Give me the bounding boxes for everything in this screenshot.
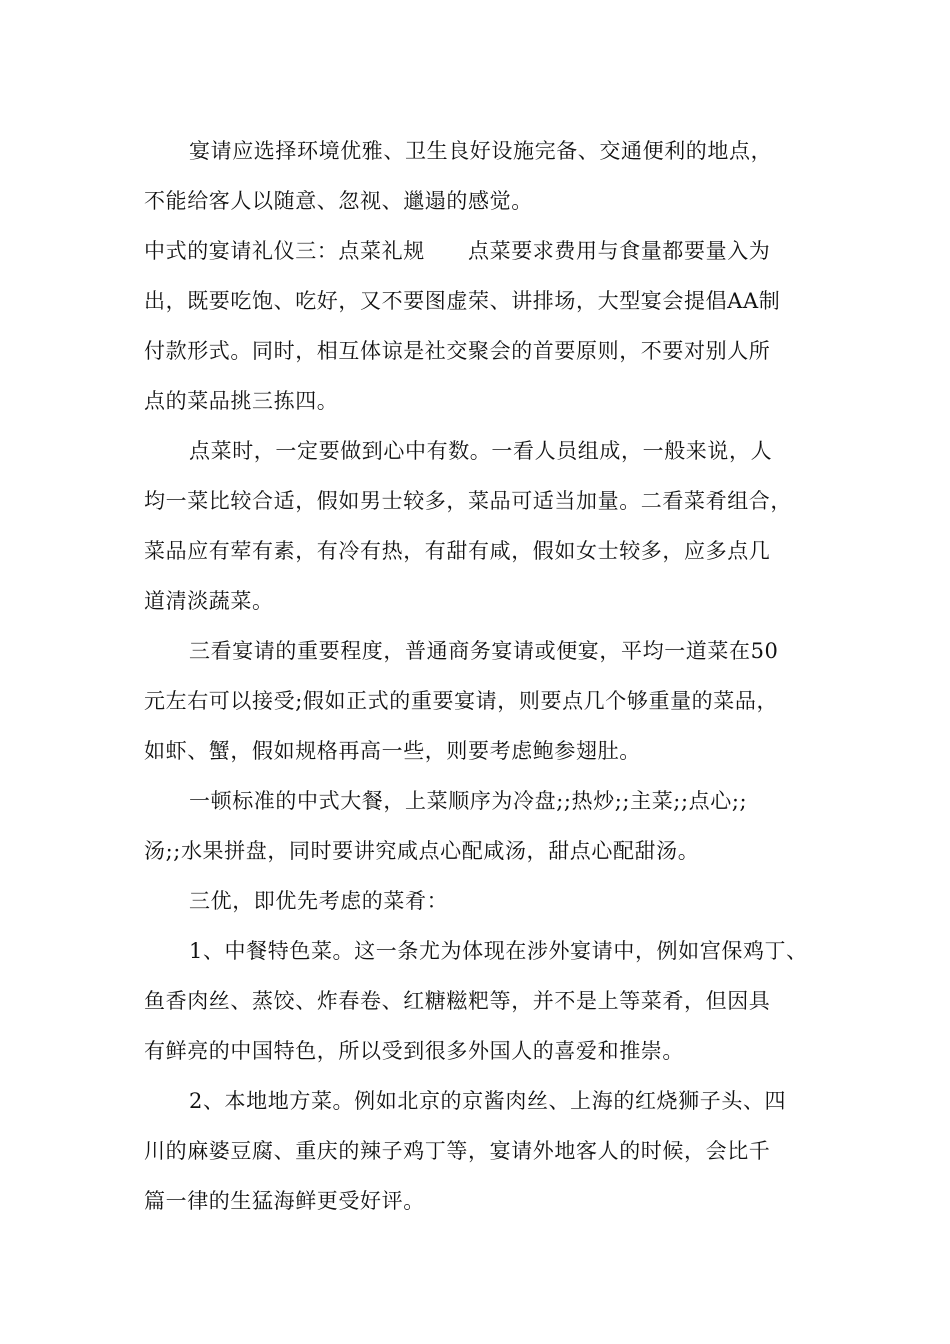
paragraph-line: 中式的宴请礼仪三：点菜礼规 点菜要求费用与食量都要量入为 (144, 239, 771, 263)
paragraph-line: 川的麻婆豆腐、重庆的辣子鸡丁等，宴请外地客人的时候，会比千 (144, 1139, 771, 1163)
paragraph-line: 点的菜品挑三拣四。 (144, 389, 339, 413)
paragraph-line: 1、中餐特色菜。这一条尤为体现在涉外宴请中，例如宫保鸡丁、 (189, 939, 808, 963)
paragraph-line: 三优，即优先考虑的菜肴： (189, 889, 449, 913)
paragraph-line: 付款形式。同时，相互体谅是社交聚会的首要原则，不要对别人所 (144, 339, 771, 363)
paragraph-line: 点菜时，一定要做到心中有数。一看人员组成，一般来说，人 (189, 439, 773, 463)
paragraph-line: 篇一律的生猛海鲜更受好评。 (144, 1189, 425, 1213)
paragraph-line: 2、本地地方菜。例如北京的京酱肉丝、上海的红烧狮子头、四 (189, 1089, 787, 1113)
paragraph-line: 出，既要吃饱、吃好，又不要图虚荣、讲排场，大型宴会提倡AA制 (144, 289, 781, 313)
paragraph-line: 鱼香肉丝、蒸饺、炸春卷、红糖糍粑等，并不是上等菜肴，但因具 (144, 989, 771, 1013)
paragraph-line: 元左右可以接受;假如正式的重要宴请，则要点几个够重量的菜品， (144, 689, 779, 713)
paragraph-line: 宴请应选择环境优雅、卫生良好设施完备、交通便利的地点， (189, 139, 773, 163)
paragraph-line: 有鲜亮的中国特色，所以受到很多外国人的喜爱和推崇。 (144, 1039, 684, 1063)
paragraph-line: 如虾、蟹，假如规格再高一些，则要考虑鲍参翅肚。 (144, 739, 641, 763)
paragraph-line: 三看宴请的重要程度，普通商务宴请或便宴，平均一道菜在50 (189, 639, 779, 663)
paragraph-line: 菜品应有荤有素，有冷有热，有甜有咸，假如女士较多，应多点几 (144, 539, 771, 563)
paragraph-line: 均一菜比较合适，假如男士较多，菜品可适当加量。二看菜肴组合， (144, 489, 792, 513)
paragraph-line: 一顿标准的中式大餐，上菜顺序为冷盘;;热炒;;主菜;;点心;; (189, 789, 748, 813)
paragraph-line: 不能给客人以随意、忽视、邋遢的感觉。 (144, 189, 533, 213)
paragraph-line: 汤;;水果拼盘，同时要讲究咸点心配咸汤，甜点心配甜汤。 (144, 839, 700, 863)
paragraph-line: 道清淡蔬菜。 (144, 589, 274, 613)
